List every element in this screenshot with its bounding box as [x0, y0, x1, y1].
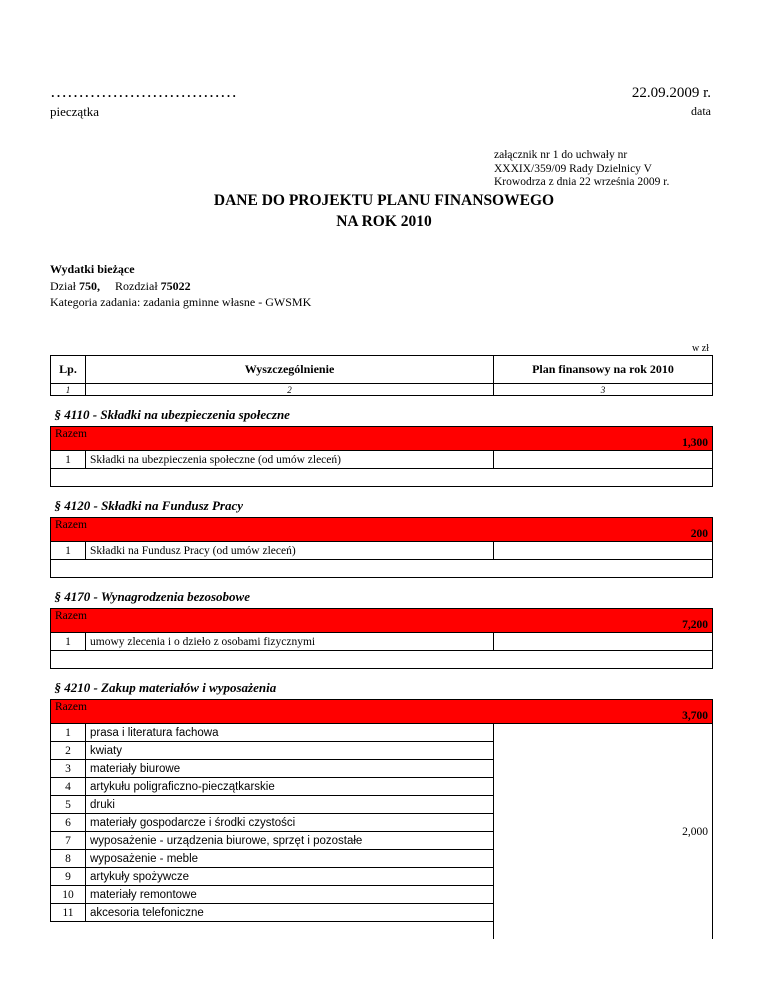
item-number: 1 [51, 542, 86, 560]
item-number: 3 [51, 760, 86, 778]
column-number: 2 [86, 384, 494, 396]
total-row [51, 427, 713, 451]
dzial-label: Dział [50, 278, 79, 293]
document-title [0, 190, 768, 232]
dzial-value: 750, [79, 278, 100, 293]
section-title: § 4210 - Zakup materiałów i wyposażenia [54, 680, 277, 695]
item-description: materiały biurowe [86, 760, 494, 778]
annex-line: załącznik nr 1 do uchwały nr [494, 149, 628, 161]
total-label: Razem [51, 427, 494, 451]
item-description: druki [86, 796, 494, 814]
column-header-plan: Plan finansowy na rok 2010 [494, 356, 713, 384]
annex-line: Krowodrza z dnia 22 września 2009 r. [494, 176, 670, 188]
document-date: 22.09.2009 r. [631, 85, 711, 101]
rozdzial-label: Rozdział [115, 278, 161, 293]
date-label: data [691, 104, 711, 118]
section-title: § 4120 - Składki na Fundusz Pracy [54, 498, 244, 513]
spacer-row [51, 651, 713, 669]
item-description: umowy zlecenia i o dzieło z osobami fizycznymi [86, 633, 494, 651]
item-number: 6 [51, 814, 86, 832]
column-header-lp: Lp. [51, 356, 86, 384]
column-header-description: Wyszczególnienie [86, 356, 494, 384]
task-category: Kategoria zadania: zadania gminne własne - GWSMK [50, 295, 312, 309]
spacer-row [51, 469, 713, 487]
item-description: akcesoria telefoniczne [86, 904, 494, 922]
financial-plan-table [50, 355, 713, 939]
total-value: 200 [494, 518, 713, 542]
item-description: materiały gospodarcze i środki czystości [86, 814, 494, 832]
column-numbers [51, 384, 713, 396]
item-value [494, 633, 713, 651]
total-value: 1,300 [494, 427, 713, 451]
item-number: 1 [51, 451, 86, 469]
item-description: materiały remontowe [86, 886, 494, 904]
table-row [51, 724, 713, 742]
item-number: 10 [51, 886, 86, 904]
spacer-row [51, 560, 713, 578]
annex-note [494, 149, 669, 190]
stamp-dotted-line: …………………………… [50, 82, 237, 101]
item-number: 9 [51, 868, 86, 886]
section-title-row [51, 578, 713, 609]
spacer-cell [51, 651, 713, 669]
column-number: 1 [51, 384, 86, 396]
item-description: kwiaty [86, 742, 494, 760]
item-number: 8 [51, 850, 86, 868]
table-row [51, 451, 713, 469]
table-header [51, 356, 713, 384]
stamp-label: pieczątka [50, 104, 100, 119]
spacer-cell [51, 469, 713, 487]
item-description: Składki na Fundusz Pracy (od umów zleceń) [86, 542, 494, 560]
item-number: 1 [51, 724, 86, 742]
total-value: 3,700 [494, 700, 713, 724]
total-label: Razem [51, 700, 494, 724]
item-description: artykułu poligraficzno-pieczątkarskie [86, 778, 494, 796]
section-title: § 4110 - Składki na ubezpieczenia społeczne [54, 407, 290, 422]
section-title-row [51, 669, 713, 700]
section-title-row [51, 487, 713, 518]
section-heading: Wydatki bieżące [50, 262, 135, 276]
item-value [494, 542, 713, 560]
column-number: 3 [494, 384, 713, 396]
item-description: prasa i literatura fachowa [86, 724, 494, 742]
item-description: Składki na ubezpieczenia społeczne (od umów zleceń) [86, 451, 494, 469]
item-number: 5 [51, 796, 86, 814]
section-title: § 4170 - Wynagrodzenia bezosobowe [54, 589, 250, 604]
total-row [51, 609, 713, 633]
annex-line: XXXIX/359/09 Rady Dzielnicy V [494, 162, 652, 175]
section-info [50, 261, 311, 311]
spacer-cell [51, 922, 494, 940]
total-label: Razem [51, 518, 494, 542]
total-row [51, 518, 713, 542]
rozdzial-value: 75022 [160, 278, 191, 293]
section-title-row [51, 396, 713, 427]
spacer-cell [51, 560, 713, 578]
title-line: NA ROK 2010 [336, 213, 432, 230]
item-description: artykuły spożywcze [86, 868, 494, 886]
item-value [494, 451, 713, 469]
total-label: Razem [51, 609, 494, 633]
item-value: 2,000 [494, 724, 713, 940]
item-number: 4 [51, 778, 86, 796]
item-number: 2 [51, 742, 86, 760]
item-number: 7 [51, 832, 86, 850]
total-value: 7,200 [494, 609, 713, 633]
total-row [51, 700, 713, 724]
table-row [51, 542, 713, 560]
item-number: 11 [51, 904, 86, 922]
item-number: 1 [51, 633, 86, 651]
table-row [51, 633, 713, 651]
title-line: DANE DO PROJEKTU PLANU FINANSOWEGO [213, 192, 555, 209]
currency-unit: w zł [692, 343, 709, 354]
item-description: wyposażenie - meble [86, 850, 494, 868]
item-description: wyposażenie - urządzenia biurowe, sprzęt i pozostałe [86, 832, 494, 850]
